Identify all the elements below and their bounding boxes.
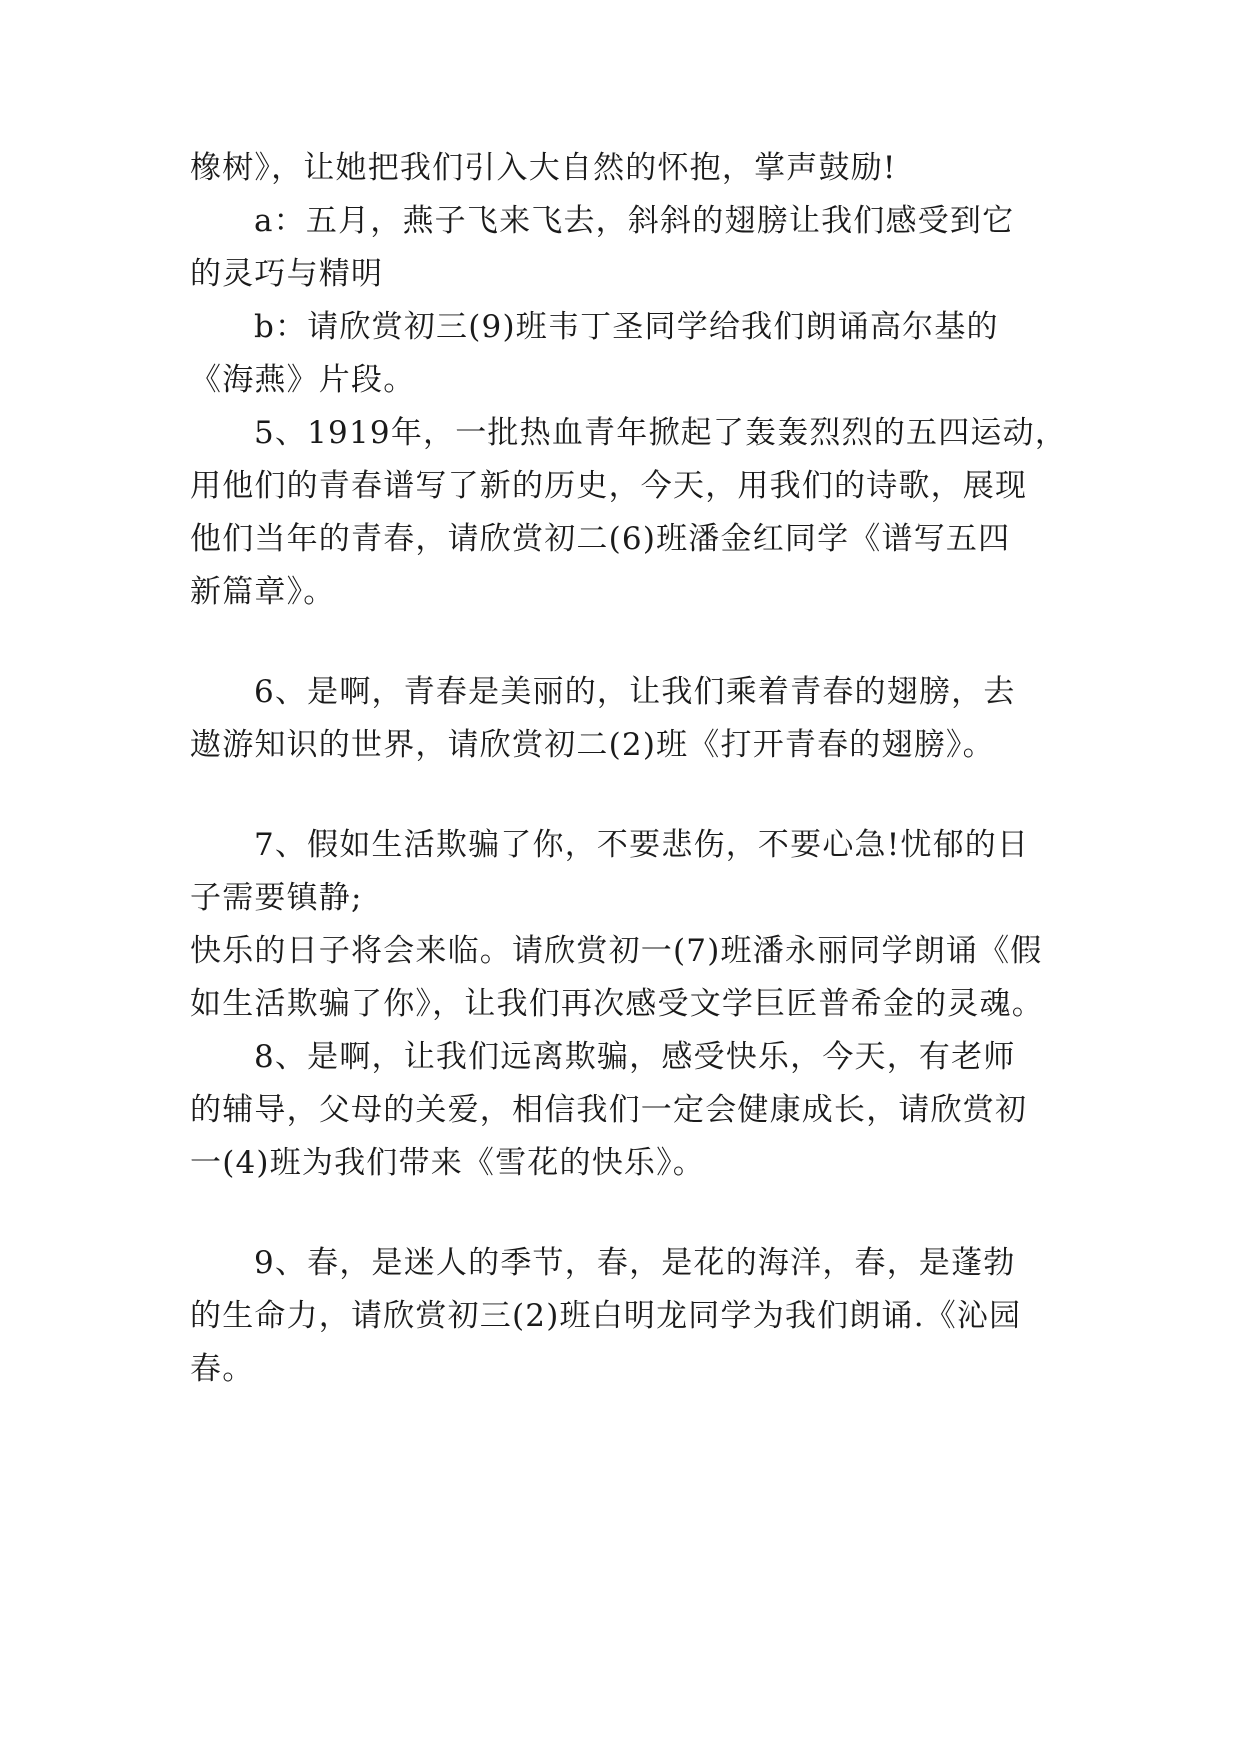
text-line: 用他们的青春谱写了新的历史，今天，用我们的诗歌，展现 xyxy=(190,468,1028,504)
text-line: 如生活欺骗了你》，让我们再次感受文学巨匠普希金的灵魂。 xyxy=(190,986,1044,1022)
text-line: 的灵巧与精明 xyxy=(190,256,384,292)
text-line: 子需要镇静; xyxy=(190,880,363,916)
text-line: 新篇章》。 xyxy=(190,574,336,610)
text-line: 遨游知识的世界，请欣赏初二(2)班《打开青春的翅膀》。 xyxy=(190,727,995,763)
text-line: 7、假如生活欺骗了你，不要悲伤，不要心急!忧郁的日 xyxy=(254,827,1030,863)
text-line: 一(4)班为我们带来《雪花的快乐》。 xyxy=(190,1145,706,1181)
text-line: 8、是啊，让我们远离欺骗，感受快乐，今天，有老师 xyxy=(254,1039,1016,1075)
text-line: 春。 xyxy=(190,1351,255,1387)
text-line: 9、春，是迷人的季节，春，是花的海洋，春，是蓬勃 xyxy=(254,1245,1016,1281)
text-line: 5、1919年，一批热血青年掀起了轰轰烈烈的五四运动， xyxy=(254,415,1068,451)
text-line: 的辅导，父母的关爱，相信我们一定会健康成长，请欣赏初 xyxy=(190,1092,1028,1128)
text-line: 6、是啊，青春是美丽的，让我们乘着青春的翅膀，去 xyxy=(254,674,1016,710)
text-line: 《海燕》片段。 xyxy=(190,362,416,398)
text-line: a：五月，燕子飞来飞去，斜斜的翅膀让我们感受到它 xyxy=(254,203,1015,239)
text-line: 快乐的日子将会来临。请欣赏初一(7)班潘永丽同学朗诵《假 xyxy=(190,933,1043,969)
text-line: 的生命力，请欣赏初三(2)班白明龙同学为我们朗诵.《沁园 xyxy=(190,1298,1022,1334)
text-line: b：请欣赏初三(9)班韦丁圣同学给我们朗诵高尔基的 xyxy=(254,309,999,345)
text-line: 橡树》，让她把我们引入大自然的怀抱，掌声鼓励! xyxy=(190,150,897,186)
text-line: 他们当年的青春，请欣赏初二(6)班潘金红同学《谱写五四 xyxy=(190,521,1011,557)
